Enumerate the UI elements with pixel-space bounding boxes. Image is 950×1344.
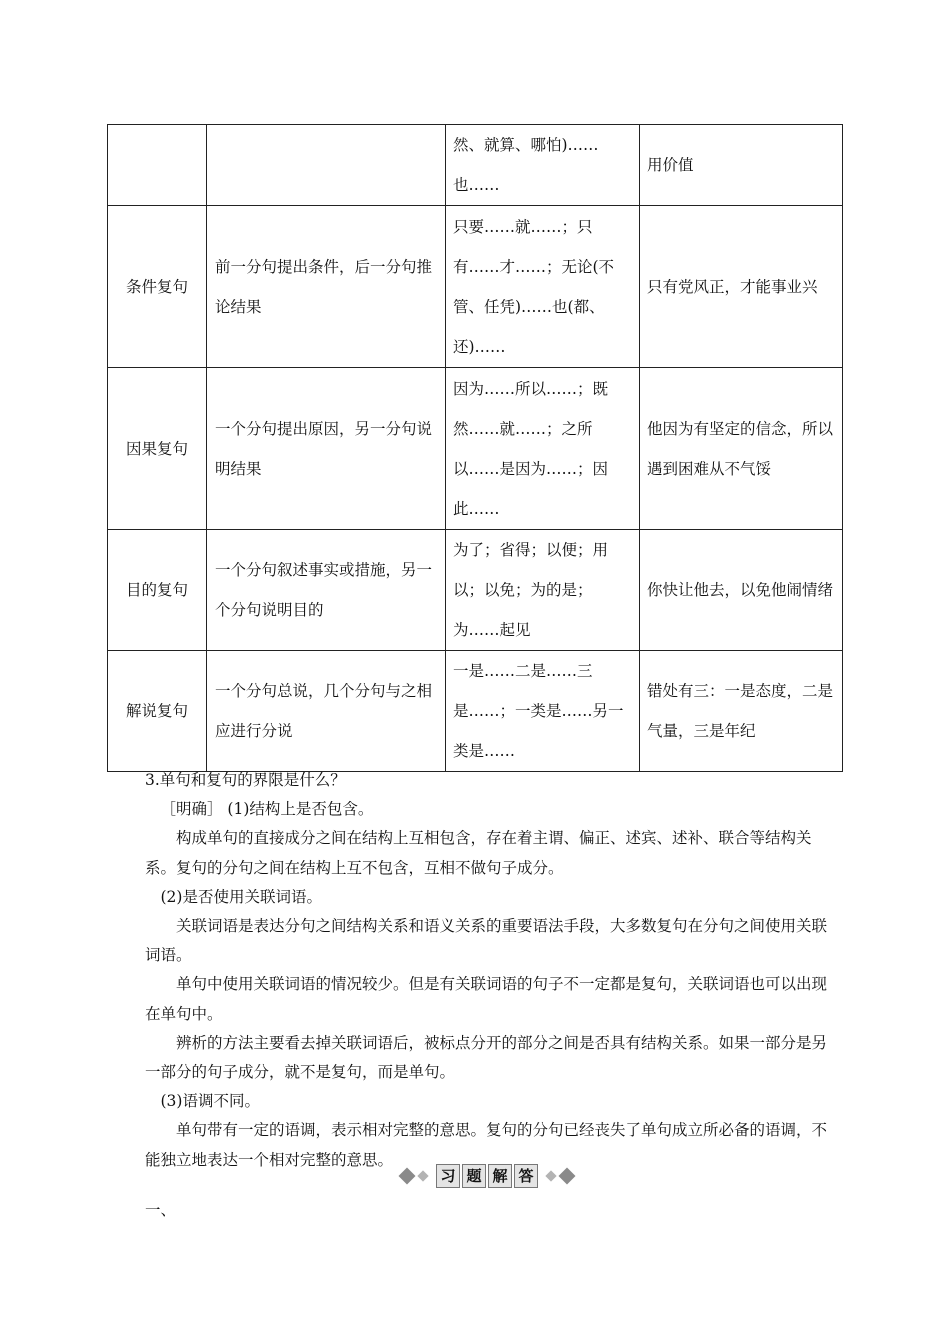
diamond-icon bbox=[399, 1168, 416, 1185]
conjunction-cell: 只要……就……；只有……才……；无论(不管、任凭)……也(都、还)…… bbox=[446, 206, 640, 368]
point-2-title: (2)是否使用关联词语。 bbox=[160, 887, 322, 906]
paragraph: 辨析的方法主要看去掉关联词语后，被标点分开的部分之间是否具有结构关系。如果一部分是另一部分的句子成分，就不是复句，而是单句。 bbox=[145, 1033, 828, 1082]
type-name-cell: 目的复句 bbox=[108, 530, 207, 651]
type-name-cell: 解说复句 bbox=[108, 651, 207, 772]
paragraph: 构成单句的直接成分之间在结构上互相包含，存在着主谓、偏正、述宾、述补、联合等结构关系。复句的分句之间在结构上互不包含，互相不做句子成分。 bbox=[145, 829, 812, 877]
description-cell: 一个分句总说，几个分句与之相应进行分说 bbox=[207, 651, 446, 772]
table-row bbox=[108, 125, 843, 206]
type-name-cell: 条件复句 bbox=[108, 206, 207, 368]
example-cell: 用价值 bbox=[640, 125, 843, 206]
diamond-icon bbox=[545, 1170, 556, 1181]
description-cell: 一个分句叙述事实或措施，另一个分句说明目的 bbox=[207, 530, 446, 651]
section-number: 一、 bbox=[145, 1201, 177, 1219]
diamond-icon bbox=[559, 1168, 576, 1185]
paragraph: 单句中使用关联词语的情况较少。但是有关联词语的句子不一定都是复句，关联词语也可以出现在单句中。 bbox=[145, 975, 828, 1023]
question-heading: 3.单句和复句的界限是什么？ bbox=[145, 771, 346, 789]
conjunction-cell: 一是……二是……三是……；一类是……另一类是…… bbox=[446, 651, 640, 772]
table-row bbox=[108, 651, 843, 772]
conjunction-cell: 然、就算、哪怕)……也…… bbox=[446, 125, 640, 206]
conjunction-cell: 为了；省得；以便；用以；以免；为的是；为……起见 bbox=[446, 530, 640, 651]
example-cell: 错处有三：一是态度，二是气量，三是年纪 bbox=[640, 651, 843, 772]
example-cell: 你快让他去，以免他闹情绪 bbox=[640, 530, 843, 651]
banner-char: 解 bbox=[488, 1164, 512, 1188]
diamond-icon bbox=[417, 1170, 428, 1181]
explanation-text bbox=[145, 766, 835, 1175]
description-cell: 一个分句提出原因，另一分句说明结果 bbox=[207, 368, 446, 530]
table-row bbox=[108, 368, 843, 530]
banner-title bbox=[435, 1164, 539, 1188]
point-3-title: (3)语调不同。 bbox=[160, 1092, 260, 1111]
type-name-cell: 因果复句 bbox=[108, 368, 207, 530]
banner-char: 题 bbox=[462, 1164, 486, 1188]
paragraph: 关联词语是表达分句之间结构关系和语义关系的重要语法手段，大多数复句在分句之间使用关联词语。 bbox=[145, 917, 828, 965]
paragraph: 单句带有一定的语调，表示相对完整的意思。复句的分句已经丧失了单句成立所必备的语调，不能独立地表达一个相对完整的意思。 bbox=[145, 1121, 828, 1169]
type-name-cell bbox=[108, 125, 207, 206]
example-cell: 他因为有坚定的信念，所以遇到困难从不气馁 bbox=[640, 368, 843, 530]
example-cell: 只有党风正，才能事业兴 bbox=[640, 206, 843, 368]
point-1-title: ［明确］ (1)结构上是否包含。 bbox=[160, 800, 374, 819]
conjunction-cell: 因为……所以……；既然……就……；之所以……是因为……；因此…… bbox=[446, 368, 640, 530]
banner-char: 习 bbox=[436, 1164, 460, 1188]
banner-char: 答 bbox=[514, 1164, 538, 1188]
description-cell bbox=[207, 125, 446, 206]
description-cell: 前一分句提出条件，后一分句推论结果 bbox=[207, 206, 446, 368]
table-row bbox=[108, 206, 843, 368]
compound-sentence-table bbox=[107, 124, 843, 772]
exercise-answers-banner bbox=[398, 1163, 576, 1189]
table-row bbox=[108, 530, 843, 651]
